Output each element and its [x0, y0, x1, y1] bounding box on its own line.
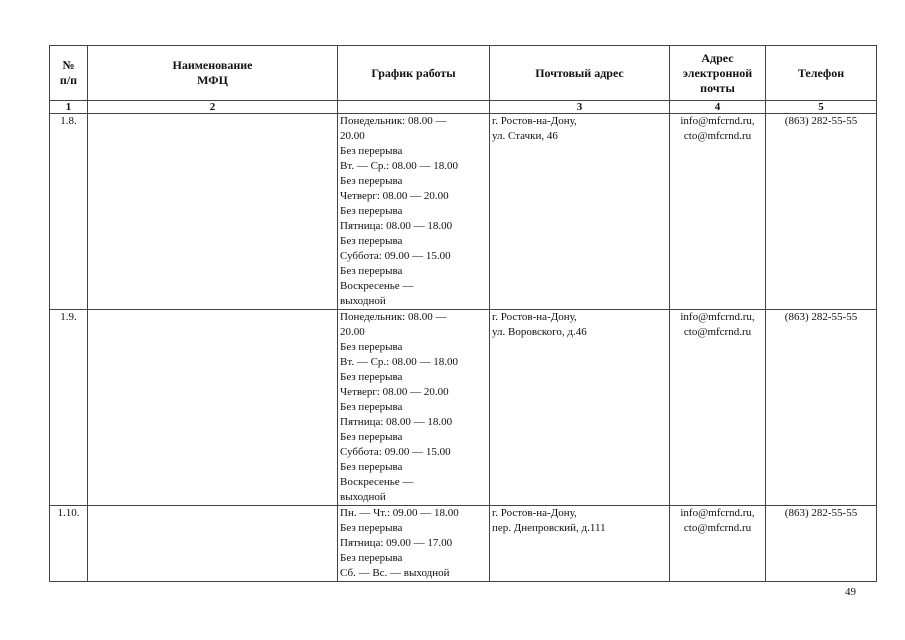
email-address: [670, 310, 766, 506]
phone-number: (863) 282-55-55: [766, 506, 877, 582]
address-line: ул. Стачки, 46: [492, 130, 558, 142]
table-row: [50, 310, 877, 506]
schedule-line: 20.00: [340, 326, 365, 338]
mfc-table: [49, 45, 877, 582]
row-number: 1.10.: [50, 506, 88, 582]
schedule-line: Без перерыва: [340, 401, 403, 413]
header-row: [50, 46, 877, 101]
email-line: cto@mfcrnd.ru: [683, 522, 752, 534]
email-line: info@mfcrnd.ru,: [680, 311, 755, 323]
schedule-line: Пятница: 09.00 — 17.00: [340, 537, 453, 549]
schedule-line: Суббота: 09.00 — 15.00: [340, 446, 451, 458]
row-number: 1.9.: [50, 310, 88, 506]
header-address: Почтовый адрес: [490, 46, 670, 101]
schedule-line: Сб. — Вс. — выходной: [340, 567, 450, 579]
header-num: № п/п: [50, 46, 88, 101]
schedule-line: Пятница: 08.00 — 18.00: [340, 416, 453, 428]
schedule-line: Без перерыва: [340, 235, 403, 247]
email-line: info@mfcrnd.ru,: [680, 507, 755, 519]
schedule-line: Воскресенье —: [340, 476, 414, 488]
header-name: Наименование МФЦ: [88, 46, 338, 101]
schedule-line: Без перерыва: [340, 175, 403, 187]
schedule-line: Без перерыва: [340, 552, 403, 564]
column-number: 3: [490, 101, 670, 114]
schedule-line: Вт. — Ср.: 08.00 — 18.00: [340, 160, 458, 172]
schedule-line: Без перерыва: [340, 431, 403, 443]
schedule-line: Без перерыва: [340, 522, 403, 534]
column-number: [338, 101, 490, 114]
schedule-line: Без перерыва: [340, 265, 403, 277]
schedule-line: выходной: [340, 295, 386, 307]
schedule-line: Без перерыва: [340, 205, 403, 217]
table-body: [50, 114, 877, 582]
schedule-line: Понедельник: 08.00 —: [340, 311, 447, 323]
postal-address: [490, 506, 670, 582]
schedule-line: Воскресенье —: [340, 280, 414, 292]
schedule-line: Без перерыва: [340, 145, 403, 157]
schedule-line: Вт. — Ср.: 08.00 — 18.00: [340, 356, 458, 368]
postal-address: [490, 310, 670, 506]
column-number: 2: [88, 101, 338, 114]
table-row: [50, 114, 877, 310]
column-number: 5: [766, 101, 877, 114]
mfc-name: [88, 310, 338, 506]
address-line: г. Ростов-на-Дону,: [492, 115, 577, 127]
mfc-name: [88, 114, 338, 310]
schedule-line: Суббота: 09.00 — 15.00: [340, 250, 451, 262]
email-line: info@mfcrnd.ru,: [680, 115, 755, 127]
schedule-line: 20.00: [340, 130, 365, 142]
mfc-name: [88, 506, 338, 582]
email-line: cto@mfcrnd.ru: [683, 130, 752, 142]
email-line: cto@mfcrnd.ru: [683, 326, 752, 338]
work-schedule: [338, 310, 490, 506]
address-line: ул. Воровского, д.46: [492, 326, 587, 338]
schedule-line: Пн. — Чт.: 09.00 — 18.00: [340, 507, 459, 519]
work-schedule: [338, 114, 490, 310]
address-line: г. Ростов-на-Дону,: [492, 507, 577, 519]
column-number: 4: [670, 101, 766, 114]
row-number: 1.8.: [50, 114, 88, 310]
table-row: [50, 506, 877, 582]
schedule-line: Без перерыва: [340, 371, 403, 383]
phone-number: (863) 282-55-55: [766, 310, 877, 506]
column-number: 1: [50, 101, 88, 114]
schedule-line: выходной: [340, 491, 386, 503]
header-email: Адрес электронной почты: [670, 46, 766, 101]
postal-address: [490, 114, 670, 310]
schedule-line: Четверг: 08.00 — 20.00: [340, 386, 449, 398]
header-schedule: График работы: [338, 46, 490, 101]
schedule-line: Понедельник: 08.00 —: [340, 115, 447, 127]
phone-number: (863) 282-55-55: [766, 114, 877, 310]
email-address: [670, 506, 766, 582]
header-phone: Телефон: [766, 46, 877, 101]
schedule-line: Четверг: 08.00 — 20.00: [340, 190, 449, 202]
page-number: 49: [845, 586, 856, 598]
column-number-row: [50, 101, 877, 114]
address-line: пер. Днепровский, д.111: [492, 522, 606, 534]
schedule-line: Пятница: 08.00 — 18.00: [340, 220, 453, 232]
email-address: [670, 114, 766, 310]
schedule-line: Без перерыва: [340, 341, 403, 353]
schedule-line: Без перерыва: [340, 461, 403, 473]
work-schedule: [338, 506, 490, 582]
address-line: г. Ростов-на-Дону,: [492, 311, 577, 323]
